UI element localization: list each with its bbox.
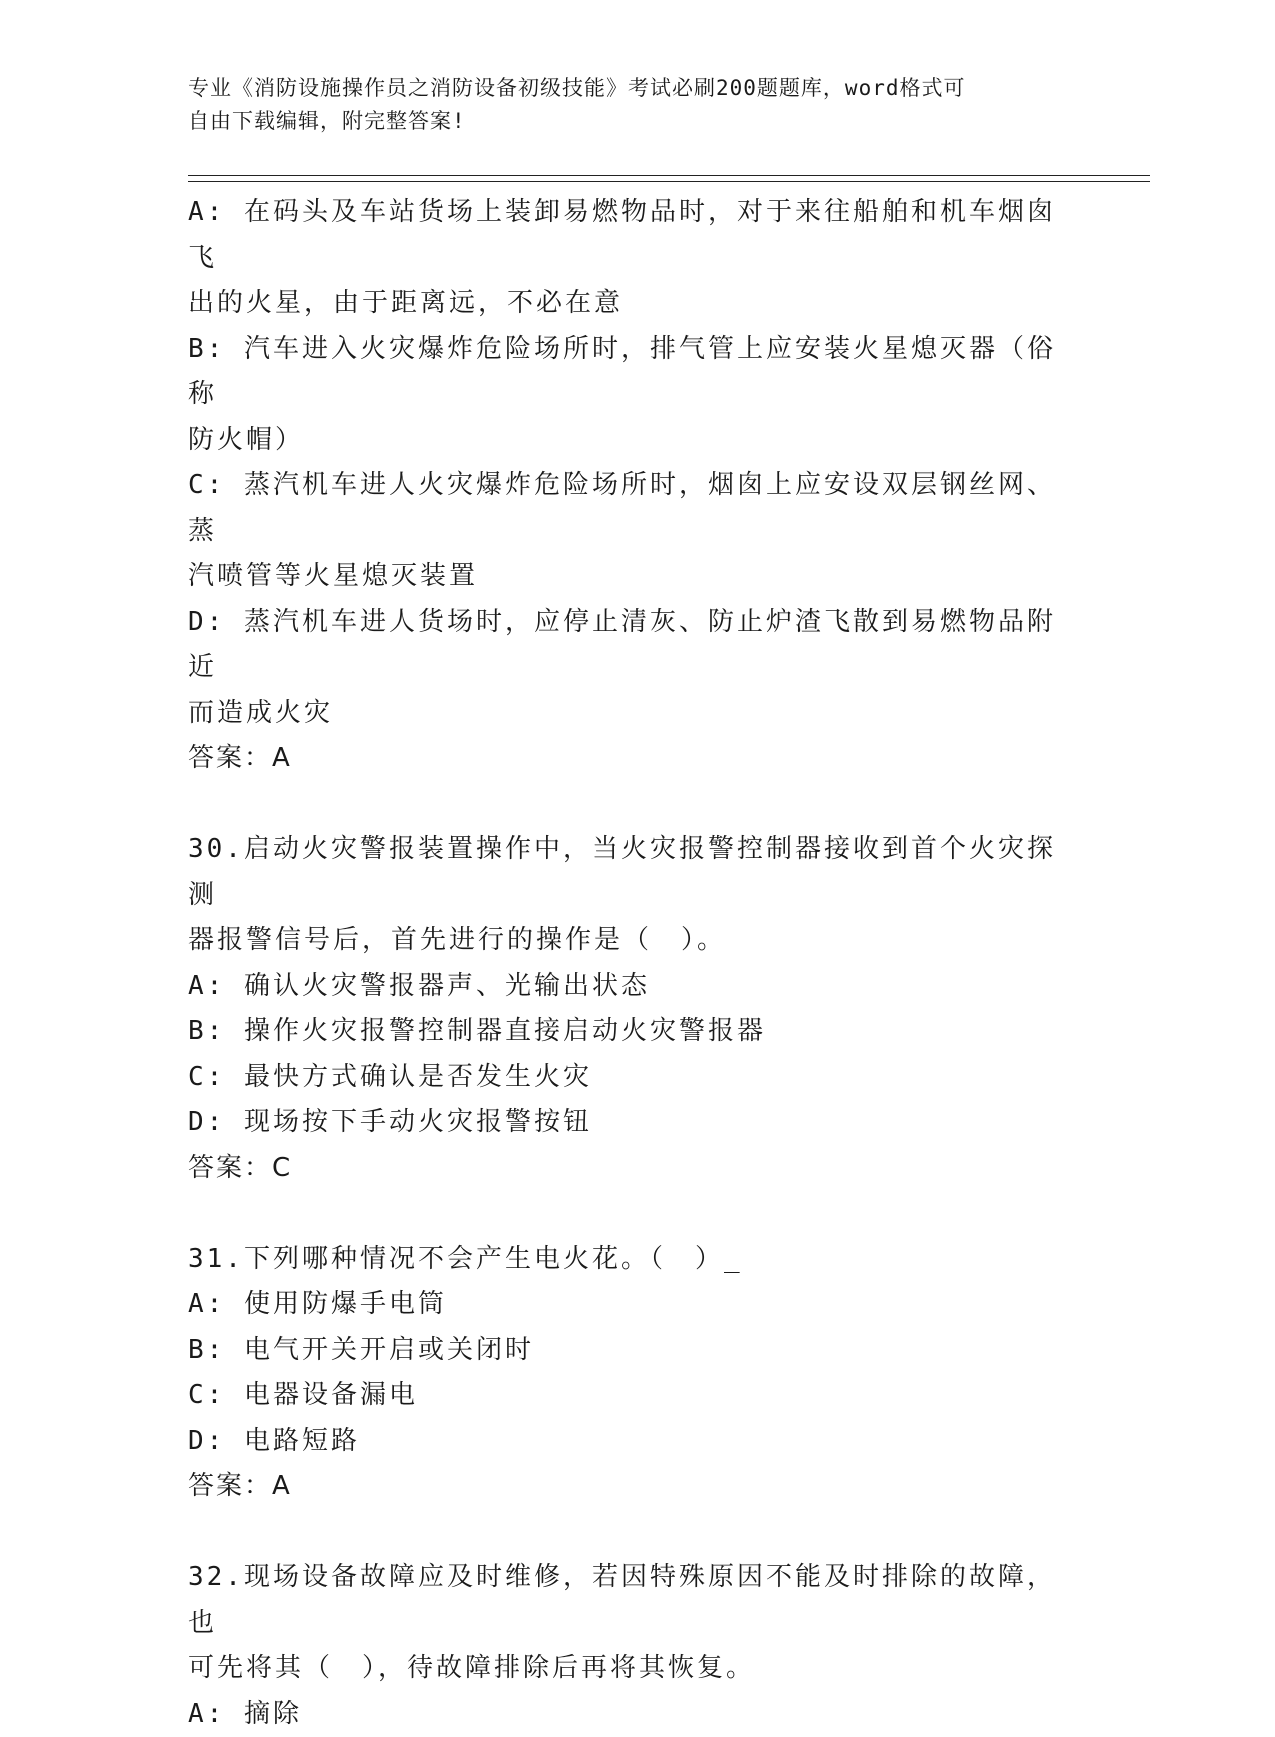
- q32-question-line-1: 32.现场设备故障应及时维修，若因特殊原因不能及时排除的故障，也: [188, 1555, 1073, 1646]
- q29-option-a-line-1: A: 在码头及车站货场上装卸易燃物品时，对于来往船舶和机车烟囱飞: [188, 190, 1073, 281]
- q30-question-line-1: 30.启动火灾警报装置操作中，当火灾报警控制器接收到首个火灾探测: [188, 827, 1073, 918]
- q29-option-d-line-1: D: 蒸汽机车进人货场时，应停止清灰、防止炉渣飞散到易燃物品附近: [188, 600, 1073, 691]
- q31-option-d: D: 电路短路: [188, 1419, 1073, 1465]
- q30-option-d: D: 现场按下手动火灾报警按钮: [188, 1100, 1073, 1146]
- q31-option-a: A: 使用防爆手电筒: [188, 1282, 1073, 1328]
- header-title-line-1: 专业《消防设施操作员之消防设备初级技能》考试必刷200题题库，word格式可: [188, 72, 1068, 105]
- q29-option-d-line-2: 而造成火灾: [188, 691, 1073, 737]
- spacer: [188, 1191, 1073, 1237]
- q29-option-a-line-2: 出的火星，由于距离远，不必在意: [188, 281, 1073, 327]
- document-header: [188, 72, 1068, 138]
- question-32: [188, 1555, 1073, 1737]
- question-31: [188, 1237, 1073, 1510]
- q29-answer: 答案：A: [188, 736, 1073, 782]
- q30-option-c: C: 最快方式确认是否发生火灾: [188, 1055, 1073, 1101]
- header-title-line-2: 自由下载编辑，附完整答案!: [188, 105, 1068, 138]
- q29-option-b-line-1: B: 汽车进入火灾爆炸危险场所时，排气管上应安装火星熄灭器（俗称: [188, 327, 1073, 418]
- spacer: [188, 782, 1073, 828]
- header-divider-bottom: [188, 181, 1150, 182]
- document-body: [188, 190, 1073, 1737]
- q30-question-line-2: 器报警信号后，首先进行的操作是（ ）。: [188, 918, 1073, 964]
- q29-option-c-line-2: 汽喷管等火星熄灭装置: [188, 554, 1073, 600]
- question-29: [188, 190, 1073, 782]
- q30-option-a: A: 确认火灾警报器声、光输出状态: [188, 964, 1073, 1010]
- q31-question: 31.下列哪种情况不会产生电火花。（ ）_: [188, 1237, 1073, 1283]
- header-divider-top: [188, 175, 1150, 176]
- question-30: [188, 827, 1073, 1191]
- q31-option-b: B: 电气开关开启或关闭时: [188, 1328, 1073, 1374]
- q32-question-line-2: 可先将其（ ），待故障排除后再将其恢复。: [188, 1646, 1073, 1692]
- q29-option-b-line-2: 防火帽）: [188, 418, 1073, 464]
- spacer: [188, 1510, 1073, 1556]
- q29-option-c-line-1: C: 蒸汽机车进人火灾爆炸危险场所时，烟囱上应安设双层钢丝网、蒸: [188, 463, 1073, 554]
- q31-answer: 答案：A: [188, 1464, 1073, 1510]
- q31-option-c: C: 电器设备漏电: [188, 1373, 1073, 1419]
- q32-option-a: A: 摘除: [188, 1692, 1073, 1737]
- q30-option-b: B: 操作火灾报警控制器直接启动火灾警报器: [188, 1009, 1073, 1055]
- q30-answer: 答案：C: [188, 1146, 1073, 1192]
